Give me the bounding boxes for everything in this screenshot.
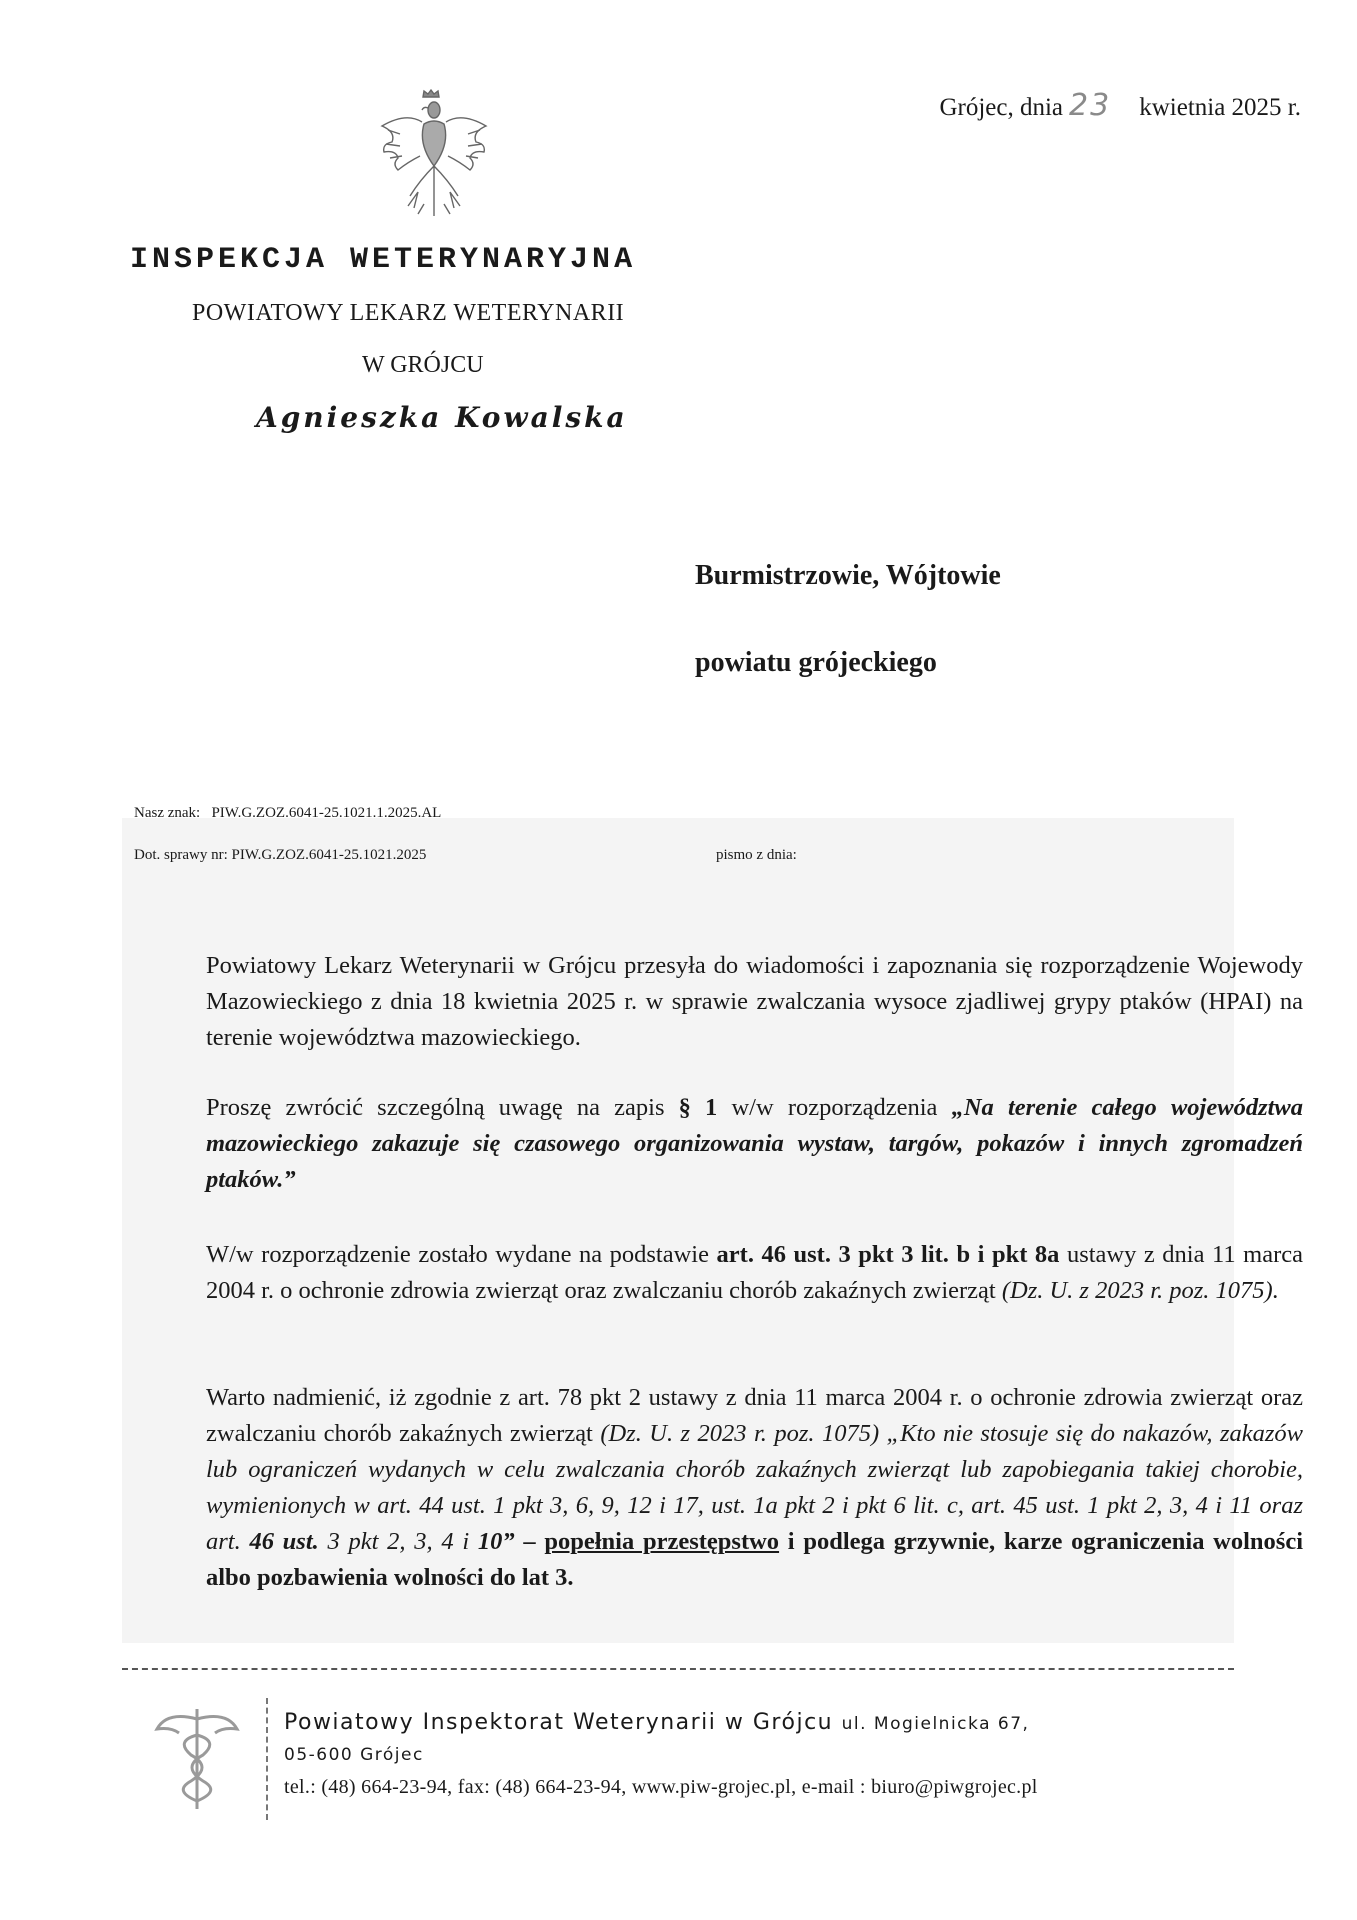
paragraph-4 bbox=[128, 1380, 1303, 1596]
office-title: POWIATOWY LEKARZ WETERYNARII bbox=[192, 300, 625, 326]
footer-org-name: Powiatowy Inspektorat Weterynarii w Grójcu bbox=[284, 1710, 834, 1735]
case-reference: Dot. sprawy nr: PIW.G.ZOZ.6041-25.1021.2025 bbox=[134, 847, 427, 863]
paragraph-2-ref: w/w rozporządzenia bbox=[731, 1094, 938, 1121]
paragraph-1 bbox=[128, 948, 1303, 1056]
paragraph-1-text: Powiatowy Lekarz Weterynarii w Grójcu przesyła do wiadomości i zapoznania się rozporządzenie Wojewody Mazowieckiego z dnia 18 kwietnia 2025 r. w sprawie zwalczania wysoce zjadliwej grypy ptaków (HPAI) na terenie województwa mazowieckiego. bbox=[206, 952, 1303, 1051]
official-name: Agnieszka Kowalska bbox=[256, 401, 628, 434]
institution-name: INSPEKCJA WETERYNARYJNA bbox=[130, 243, 637, 277]
date-suffix: kwietnia 2025 r. bbox=[1139, 94, 1301, 121]
recipient-line-2: powiatu grójeckiego bbox=[695, 647, 937, 678]
date-prefix: Grójec, dnia bbox=[939, 94, 1064, 121]
paragraph-2 bbox=[128, 1090, 1303, 1198]
paragraph-4-dash: – bbox=[523, 1528, 536, 1555]
footer-city: 05-600 Grójec bbox=[284, 1745, 424, 1765]
paragraph-4-offence: popełnia przestępstwo bbox=[544, 1528, 780, 1555]
paragraph-3 bbox=[128, 1237, 1303, 1309]
paragraph-4-points: 3 pkt 2, 3, 4 i bbox=[327, 1528, 470, 1555]
letter-of-date: pismo z dnia: bbox=[716, 847, 797, 863]
footer-organization bbox=[284, 1710, 1029, 1735]
paragraph-2-section: § 1 bbox=[678, 1094, 718, 1121]
our-reference: Nasz znak: PIW.G.ZOZ.6041-25.1021.1.2025.AL bbox=[134, 805, 442, 821]
footer-contact: tel.: (48) 664-23-94, fax: (48) 664-23-94, www.piw-grojec.pl, e-mail : biuro@piwgrojec.pl bbox=[284, 1776, 1038, 1798]
office-location: W GRÓJCU bbox=[362, 352, 484, 378]
recipient-line-1: Burmistrzowie, Wójtowie bbox=[695, 560, 1001, 591]
paragraph-4-art: 46 ust. bbox=[249, 1528, 319, 1555]
date-day-handwritten: 23 bbox=[1069, 88, 1112, 123]
paragraph-2-quote: „Na terenie całego województwa mazowieckiego zakazuje się czasowego organizowania wystaw, targów, pokazów i innych zgromadzeń ptaków.” bbox=[206, 1094, 1303, 1193]
footer-street: ul. Mogielnicka 67, bbox=[841, 1714, 1030, 1734]
document-date bbox=[939, 88, 1301, 123]
paragraph-3-act: ustawy z dnia 11 marca 2004 r. o ochronie zdrowia zwierząt oraz zwalczaniu chorób zakaźnych zwierząt bbox=[206, 1241, 1303, 1304]
paragraph-4-penalty: i podlega grzywnie, karze ograniczenia wolności albo pozbawienia wolności do lat 3. bbox=[206, 1528, 1304, 1591]
footer-separator bbox=[266, 1698, 268, 1820]
paragraph-4-intro: Warto nadmienić, iż zgodnie z art. 78 pkt 2 ustawy z dnia 11 marca 2004 r. o ochronie zdrowia zwierząt oraz zwalczaniu chorób zakaźnych zwierząt bbox=[206, 1384, 1303, 1447]
eagle-emblem-icon bbox=[378, 88, 490, 218]
paragraph-3-intro: W/w rozporządzenie zostało wydane na podstawie bbox=[206, 1241, 709, 1268]
paragraph-3-legal-basis: art. 46 ust. 3 pkt 3 lit. b i pkt 8a bbox=[716, 1241, 1060, 1268]
paragraph-2-intro: Proszę zwrócić szczególną uwagę na zapis bbox=[206, 1094, 665, 1121]
footer-divider bbox=[122, 1668, 1234, 1670]
paragraph-4-quote: (Dz. U. z 2023 r. poz. 1075) „Kto nie stosuje się do nakazów, zakazów lub ograniczeń wydanych w celu zwalczania chorób zakaźnych zwierząt lub zapobiegania takiej chorobie, wymienionych w art. 44 ust. 1 pkt 3, 6, 9, 12 i 17, ust. 1a pkt 2 i pkt 6 lit. c, art. 45 ust. 1 pkt 2, 3, 4 i 11 oraz art. bbox=[206, 1420, 1304, 1555]
paragraph-4-last-point: 10” bbox=[477, 1528, 515, 1555]
paragraph-3-journal: (Dz. U. z 2023 r. poz. 1075). bbox=[1001, 1277, 1279, 1304]
caduceus-logo-icon bbox=[150, 1705, 245, 1815]
